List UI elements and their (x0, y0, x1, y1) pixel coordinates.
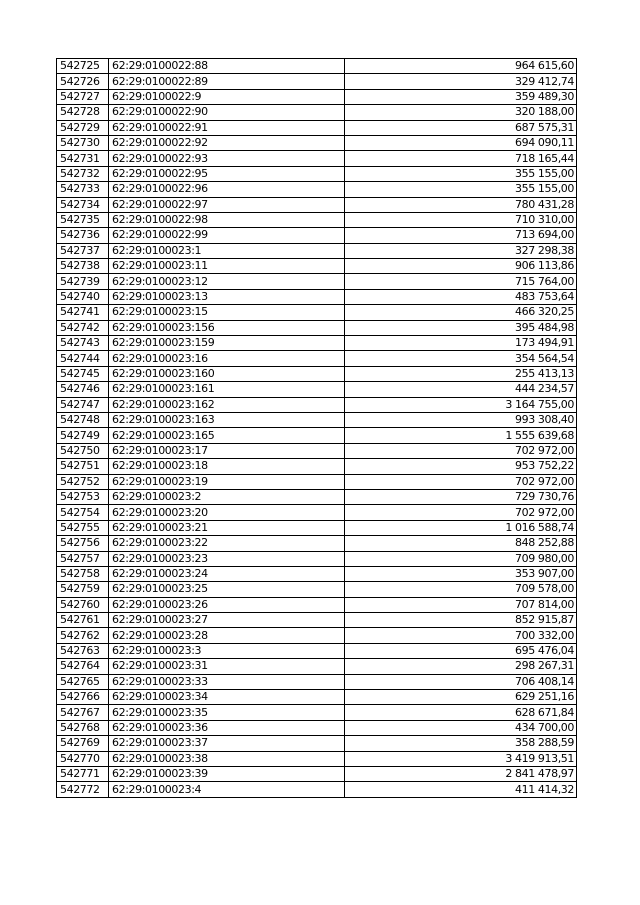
row-id-cell: 542769 (57, 736, 109, 751)
table-row (57, 120, 577, 135)
cadastral-value-cell: 2 841 478,97 (345, 766, 577, 781)
row-id-cell: 542741 (57, 305, 109, 320)
cadastral-value-cell: 298 267,31 (345, 659, 577, 674)
cadastral-number-cell: 62:29:0100023:25 (109, 582, 345, 597)
cadastral-number-cell: 62:29:0100023:3 (109, 643, 345, 658)
row-id-cell: 542760 (57, 597, 109, 612)
table-row (57, 443, 577, 458)
table-row (57, 259, 577, 274)
row-id-cell: 542748 (57, 412, 109, 427)
cadastral-number-cell: 62:29:0100023:28 (109, 628, 345, 643)
table-row (57, 182, 577, 197)
table-row (57, 366, 577, 381)
cadastral-value-cell: 964 615,60 (345, 59, 577, 74)
table-row (57, 336, 577, 351)
row-id-cell: 542763 (57, 643, 109, 658)
row-id-cell: 542735 (57, 212, 109, 227)
table-row (57, 751, 577, 766)
row-id-cell: 542725 (57, 59, 109, 74)
row-id-cell: 542730 (57, 135, 109, 150)
table-row (57, 166, 577, 181)
cadastral-number-cell: 62:29:0100022:95 (109, 166, 345, 181)
table-row (57, 582, 577, 597)
row-id-cell: 542755 (57, 520, 109, 535)
row-id-cell: 542733 (57, 182, 109, 197)
cadastral-number-cell: 62:29:0100022:98 (109, 212, 345, 227)
cadastral-value-cell: 628 671,84 (345, 705, 577, 720)
cadastral-number-cell: 62:29:0100023:162 (109, 397, 345, 412)
cadastral-number-cell: 62:29:0100023:36 (109, 720, 345, 735)
cadastral-value-cell: 694 090,11 (345, 135, 577, 150)
row-id-cell: 542762 (57, 628, 109, 643)
cadastral-number-cell: 62:29:0100022:88 (109, 59, 345, 74)
cadastral-number-cell: 62:29:0100023:24 (109, 566, 345, 581)
cadastral-number-cell: 62:29:0100022:91 (109, 120, 345, 135)
cadastral-number-cell: 62:29:0100023:11 (109, 259, 345, 274)
cadastral-value-cell: 358 288,59 (345, 736, 577, 751)
table-row (57, 782, 577, 797)
cadastral-number-cell: 62:29:0100023:22 (109, 536, 345, 551)
cadastral-number-cell: 62:29:0100023:23 (109, 551, 345, 566)
row-id-cell: 542757 (57, 551, 109, 566)
cadastral-value-cell: 355 155,00 (345, 166, 577, 181)
cadastral-number-cell: 62:29:0100023:20 (109, 505, 345, 520)
row-id-cell: 542742 (57, 320, 109, 335)
row-id-cell: 542736 (57, 228, 109, 243)
cadastral-value-cell: 852 915,87 (345, 613, 577, 628)
row-id-cell: 542761 (57, 613, 109, 628)
table-row (57, 613, 577, 628)
cadastral-value-cell: 729 730,76 (345, 489, 577, 504)
table-row (57, 520, 577, 535)
table-row (57, 628, 577, 643)
row-id-cell: 542756 (57, 536, 109, 551)
cadastral-value-cell: 629 251,16 (345, 690, 577, 705)
table-row (57, 659, 577, 674)
row-id-cell: 542731 (57, 151, 109, 166)
table-row (57, 397, 577, 412)
row-id-cell: 542765 (57, 674, 109, 689)
table-row (57, 228, 577, 243)
cadastral-value-cell: 483 753,64 (345, 289, 577, 304)
row-id-cell: 542738 (57, 259, 109, 274)
cadastral-value-cell: 466 320,25 (345, 305, 577, 320)
cadastral-value-cell: 702 972,00 (345, 505, 577, 520)
table-row (57, 566, 577, 581)
cadastral-number-cell: 62:29:0100023:34 (109, 690, 345, 705)
table-row (57, 289, 577, 304)
cadastral-value-cell: 780 431,28 (345, 197, 577, 212)
row-id-cell: 542758 (57, 566, 109, 581)
cadastral-number-cell: 62:29:0100023:4 (109, 782, 345, 797)
cadastral-number-cell: 62:29:0100023:15 (109, 305, 345, 320)
cadastral-number-cell: 62:29:0100022:99 (109, 228, 345, 243)
cadastral-value-cell: 320 188,00 (345, 105, 577, 120)
table-row (57, 736, 577, 751)
cadastral-value-cell: 710 310,00 (345, 212, 577, 227)
cadastral-value-cell: 687 575,31 (345, 120, 577, 135)
row-id-cell: 542759 (57, 582, 109, 597)
cadastral-number-cell: 62:29:0100022:89 (109, 74, 345, 89)
table-row (57, 197, 577, 212)
table-row (57, 720, 577, 735)
cadastral-number-cell: 62:29:0100023:1 (109, 243, 345, 258)
cadastral-number-cell: 62:29:0100023:159 (109, 336, 345, 351)
table-row (57, 320, 577, 335)
cadastral-value-cell: 848 252,88 (345, 536, 577, 551)
row-id-cell: 542749 (57, 428, 109, 443)
cadastral-value-cell: 255 413,13 (345, 366, 577, 381)
cadastral-value-cell: 3 419 913,51 (345, 751, 577, 766)
cadastral-number-cell: 62:29:0100023:156 (109, 320, 345, 335)
cadastral-number-cell: 62:29:0100023:31 (109, 659, 345, 674)
table-row (57, 382, 577, 397)
row-id-cell: 542727 (57, 89, 109, 104)
table-row (57, 243, 577, 258)
table-row (57, 505, 577, 520)
table-row (57, 643, 577, 658)
table-row (57, 690, 577, 705)
table-row (57, 428, 577, 443)
cadastral-value-cell: 359 489,30 (345, 89, 577, 104)
cadastral-value-cell: 329 412,74 (345, 74, 577, 89)
row-id-cell: 542745 (57, 366, 109, 381)
table-row (57, 89, 577, 104)
table-row (57, 274, 577, 289)
cadastral-number-cell: 62:29:0100023:13 (109, 289, 345, 304)
row-id-cell: 542734 (57, 197, 109, 212)
table-row (57, 351, 577, 366)
cadastral-number-cell: 62:29:0100023:35 (109, 705, 345, 720)
cadastral-number-cell: 62:29:0100023:27 (109, 613, 345, 628)
row-id-cell: 542747 (57, 397, 109, 412)
cadastral-value-cell: 953 752,22 (345, 459, 577, 474)
cadastral-value-cell: 700 332,00 (345, 628, 577, 643)
table-row (57, 551, 577, 566)
row-id-cell: 542750 (57, 443, 109, 458)
row-id-cell: 542739 (57, 274, 109, 289)
cadastral-number-cell: 62:29:0100023:21 (109, 520, 345, 535)
cadastral-number-cell: 62:29:0100023:17 (109, 443, 345, 458)
row-id-cell: 542768 (57, 720, 109, 735)
cadastral-value-cell: 718 165,44 (345, 151, 577, 166)
cadastral-number-cell: 62:29:0100023:2 (109, 489, 345, 504)
cadastral-number-cell: 62:29:0100023:18 (109, 459, 345, 474)
cadastral-value-cell: 411 414,32 (345, 782, 577, 797)
cadastral-number-cell: 62:29:0100023:37 (109, 736, 345, 751)
row-id-cell: 542744 (57, 351, 109, 366)
cadastral-value-cell: 173 494,91 (345, 336, 577, 351)
cadastral-number-cell: 62:29:0100023:26 (109, 597, 345, 612)
row-id-cell: 542726 (57, 74, 109, 89)
cadastral-number-cell: 62:29:0100022:90 (109, 105, 345, 120)
cadastral-value-table (56, 58, 577, 798)
cadastral-value-cell: 353 907,00 (345, 566, 577, 581)
cadastral-value-cell: 702 972,00 (345, 474, 577, 489)
row-id-cell: 542728 (57, 105, 109, 120)
cadastral-number-cell: 62:29:0100023:163 (109, 412, 345, 427)
row-id-cell: 542729 (57, 120, 109, 135)
row-id-cell: 542771 (57, 766, 109, 781)
row-id-cell: 542746 (57, 382, 109, 397)
cadastral-value-cell: 395 484,98 (345, 320, 577, 335)
cadastral-value-cell: 713 694,00 (345, 228, 577, 243)
table-row (57, 674, 577, 689)
cadastral-value-cell: 434 700,00 (345, 720, 577, 735)
cadastral-value-cell: 355 155,00 (345, 182, 577, 197)
cadastral-number-cell: 62:29:0100023:12 (109, 274, 345, 289)
cadastral-value-cell: 1 555 639,68 (345, 428, 577, 443)
cadastral-value-cell: 706 408,14 (345, 674, 577, 689)
cadastral-number-cell: 62:29:0100023:160 (109, 366, 345, 381)
cadastral-number-cell: 62:29:0100022:97 (109, 197, 345, 212)
cadastral-value-cell: 715 764,00 (345, 274, 577, 289)
cadastral-number-cell: 62:29:0100023:38 (109, 751, 345, 766)
table-row (57, 105, 577, 120)
row-id-cell: 542772 (57, 782, 109, 797)
table-row (57, 536, 577, 551)
table-row (57, 766, 577, 781)
cadastral-value-cell: 702 972,00 (345, 443, 577, 458)
cadastral-value-cell: 327 298,38 (345, 243, 577, 258)
cadastral-number-cell: 62:29:0100022:92 (109, 135, 345, 150)
cadastral-number-cell: 62:29:0100023:161 (109, 382, 345, 397)
table-row (57, 412, 577, 427)
cadastral-number-cell: 62:29:0100023:19 (109, 474, 345, 489)
table-row (57, 459, 577, 474)
row-id-cell: 542732 (57, 166, 109, 181)
cadastral-value-cell: 906 113,86 (345, 259, 577, 274)
cadastral-value-cell: 709 980,00 (345, 551, 577, 566)
cadastral-value-cell: 709 578,00 (345, 582, 577, 597)
row-id-cell: 542740 (57, 289, 109, 304)
row-id-cell: 542754 (57, 505, 109, 520)
cadastral-value-cell: 695 476,04 (345, 643, 577, 658)
cadastral-value-cell: 444 234,57 (345, 382, 577, 397)
table-row (57, 489, 577, 504)
table-row (57, 305, 577, 320)
table-row (57, 212, 577, 227)
row-id-cell: 542751 (57, 459, 109, 474)
table-row (57, 597, 577, 612)
table-body (57, 59, 577, 798)
cadastral-value-cell: 354 564,54 (345, 351, 577, 366)
row-id-cell: 542752 (57, 474, 109, 489)
cadastral-value-cell: 993 308,40 (345, 412, 577, 427)
table-row (57, 151, 577, 166)
row-id-cell: 542764 (57, 659, 109, 674)
cadastral-number-cell: 62:29:0100023:16 (109, 351, 345, 366)
row-id-cell: 542753 (57, 489, 109, 504)
cadastral-value-cell: 3 164 755,00 (345, 397, 577, 412)
cadastral-number-cell: 62:29:0100022:93 (109, 151, 345, 166)
cadastral-number-cell: 62:29:0100023:33 (109, 674, 345, 689)
row-id-cell: 542743 (57, 336, 109, 351)
table-row (57, 59, 577, 74)
row-id-cell: 542767 (57, 705, 109, 720)
row-id-cell: 542770 (57, 751, 109, 766)
cadastral-value-cell: 707 814,00 (345, 597, 577, 612)
cadastral-number-cell: 62:29:0100023:165 (109, 428, 345, 443)
row-id-cell: 542737 (57, 243, 109, 258)
row-id-cell: 542766 (57, 690, 109, 705)
cadastral-value-cell: 1 016 588,74 (345, 520, 577, 535)
table-row (57, 474, 577, 489)
table-row (57, 705, 577, 720)
cadastral-number-cell: 62:29:0100022:9 (109, 89, 345, 104)
cadastral-number-cell: 62:29:0100022:96 (109, 182, 345, 197)
table-row (57, 74, 577, 89)
table-row (57, 135, 577, 150)
cadastral-number-cell: 62:29:0100023:39 (109, 766, 345, 781)
